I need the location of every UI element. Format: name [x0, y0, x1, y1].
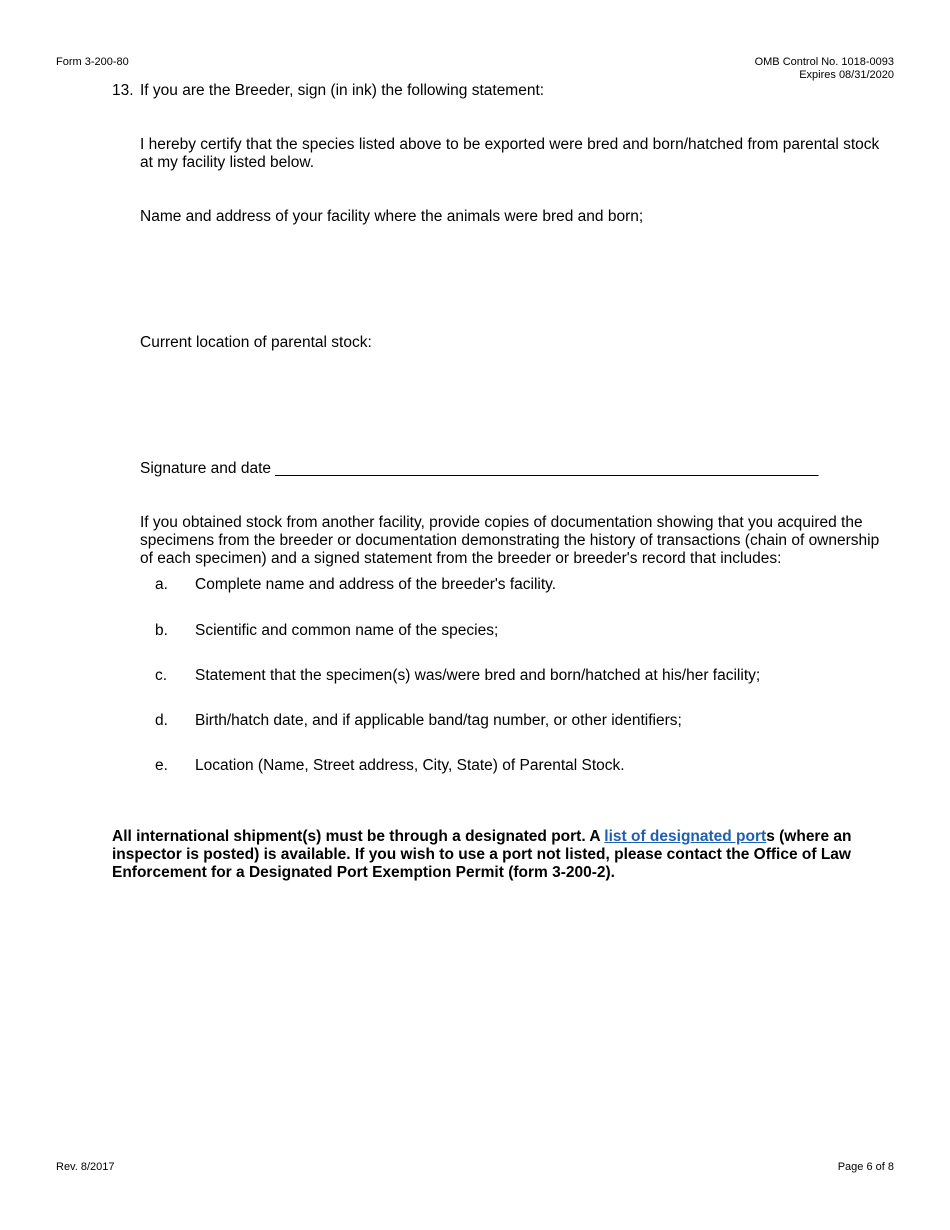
- form-number: Form 3-200-80: [56, 56, 129, 68]
- list-item-text: Location (Name, Street address, City, State) of Parental Stock.: [195, 757, 625, 774]
- omb-control-number: OMB Control No. 1018-0093: [754, 56, 894, 68]
- port-notice-before-link: All international shipment(s) must be through a designated port. A: [112, 828, 605, 845]
- list-item-letter: b.: [155, 622, 168, 639]
- certification-statement: I hereby certify that the species listed above to be exported were bred and born/hatched from parental stock at my facility listed below.: [140, 136, 880, 171]
- port-notice-after-link: s (where an inspector is posted) is available. If you wish to use a port not listed, please contact the Office of Law Enforcement for a Designated Port Exemption Permit (form 3-200-2).: [112, 828, 852, 881]
- page-number: Page 6 of 8: [837, 1161, 894, 1173]
- list-item-letter: c.: [155, 667, 168, 684]
- list-item-text: Birth/hatch date, and if applicable band/tag number, or other identifiers;: [195, 712, 682, 729]
- list-item-letter: e.: [155, 757, 168, 774]
- list-item-text: Scientific and common name of the species;: [195, 622, 499, 639]
- list-item-text: Complete name and address of the breeder's facility.: [195, 576, 557, 593]
- omb-control-block: [755, 56, 894, 82]
- designated-ports-link[interactable]: list of designated port: [604, 828, 767, 845]
- omb-expiration: Expires 08/31/2020: [799, 69, 894, 81]
- question-number: 13.: [112, 82, 134, 99]
- question-text: If you are the Breeder, sign (in ink) the following statement:: [140, 82, 545, 99]
- revision-date: Rev. 8/2017: [56, 1161, 115, 1173]
- list-item-letter: a.: [155, 576, 168, 593]
- facility-address-label: Name and address of your facility where the animals were bred and born;: [140, 208, 644, 225]
- parental-stock-location-label: Current location of parental stock:: [140, 334, 372, 351]
- list-item-text: Statement that the specimen(s) was/were bred and born/hatched at his/her facility;: [195, 667, 761, 684]
- signature-date-line: Signature and date _______________________________________________________________: [140, 460, 819, 477]
- stock-documentation-paragraph: If you obtained stock from another facility, provide copies of documentation showing that you acquired the specimens from the breeder or documentation demonstrating the history of transactions (chain of ownership of each specimen) and a signed statement from the breeder or breeder's record that includes:: [140, 514, 880, 567]
- designated-port-notice: [112, 828, 892, 882]
- list-item-letter: d.: [155, 712, 168, 729]
